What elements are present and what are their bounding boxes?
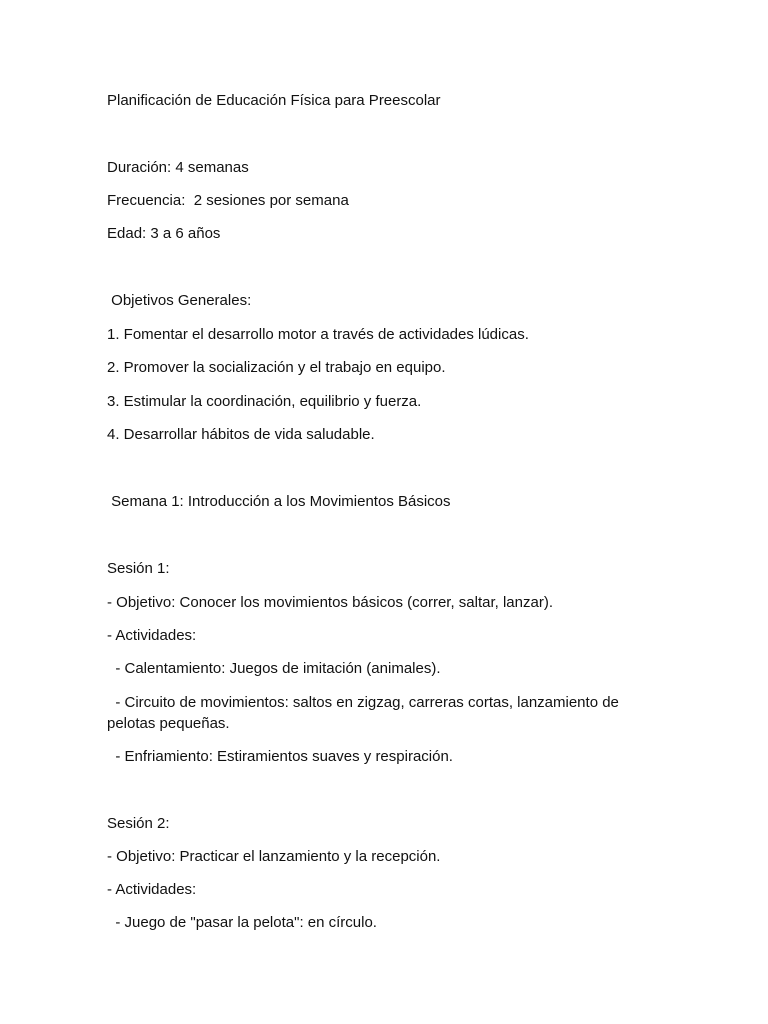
objectives-heading: Objetivos Generales: [107, 292, 252, 309]
session1-activities-label: - Actividades: [107, 627, 197, 644]
session1-heading: Sesión 1: [107, 560, 170, 577]
document-title: Planificación de Educación Física para Preescolar [107, 92, 441, 109]
session1-activity-3: - Enfriamiento: Estiramientos suaves y respiración. [107, 748, 453, 765]
session2-activity-1: - Juego de "pasar la pelota": en círculo. [107, 914, 377, 931]
session1-activity-2: - Circuito de movimientos: saltos en zigzag, carreras cortas, lanzamiento de pelotas pequeñas. [107, 694, 624, 732]
objective-item-1: 1. Fomentar el desarrollo motor a través de actividades lúdicas. [107, 326, 529, 343]
session2-heading: Sesión 2: [107, 815, 170, 832]
objective-item-4: 4. Desarrollar hábitos de vida saludable. [107, 426, 375, 443]
frequency-line: Frecuencia: 2 sesiones por semana [107, 192, 349, 209]
session1-activity-1: - Calentamiento: Juegos de imitación (animales). [107, 660, 441, 677]
duration-line: Duración: 4 semanas [107, 159, 249, 176]
week1-heading: Semana 1: Introducción a los Movimientos Básicos [107, 493, 451, 510]
age-line: Edad: 3 a 6 años [107, 225, 221, 242]
objective-item-2: 2. Promover la socialización y el trabajo en equipo. [107, 359, 446, 376]
session2-activities-label: - Actividades: [107, 881, 197, 898]
session2-objective: - Objetivo: Practicar el lanzamiento y la recepción. [107, 848, 441, 865]
objective-item-3: 3. Estimular la coordinación, equilibrio y fuerza. [107, 393, 422, 410]
session1-objective: - Objetivo: Conocer los movimientos básicos (correr, saltar, lanzar). [107, 594, 553, 611]
